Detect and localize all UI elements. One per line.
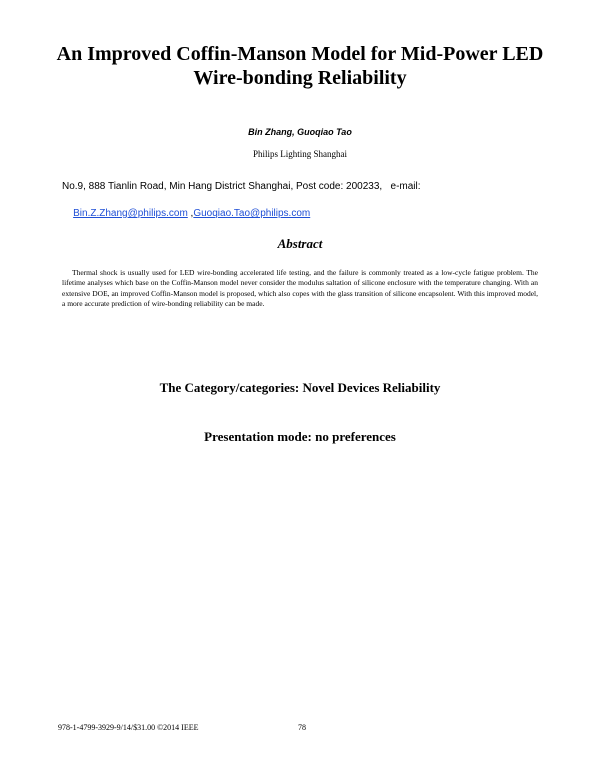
author-email-link-tao[interactable]: Guoqiao.Tao@philips.com (193, 208, 311, 219)
abstract-heading: Abstract (277, 236, 323, 251)
footer-copyright: 978-1-4799-3929-9/14/$31.00 ©2014 IEEE (58, 723, 199, 732)
author-email-link-zhang[interactable]: Bin.Z.Zhang@philips.com (73, 208, 188, 219)
presentation-mode: Presentation mode: no preferences (204, 429, 396, 444)
author-email-line (62, 194, 542, 233)
paper-category: The Category/categories: Novel Devices Reliability (159, 380, 441, 395)
paper-title: An Improved Coffin-Manson Model for Mid-Power LED Wire-bonding Reliability (56, 43, 544, 89)
author-affiliation: Philips Lighting Shanghai (252, 149, 347, 159)
author-address: No.9, 888 Tianlin Road, Min Hang District Shanghai, Post code: 200233, e-mail: (62, 181, 421, 192)
abstract-text: Thermal shock is usually used for LED wire-bonding accelerated life testing, and the failure is commonly treated as a low-cycle fatigue problem. The lifetime analyses which base on the Coffin-Manson model never consider the modulus saltation of silicone enclosure with the temperature changing. With an extensive DOE, an improved Coffin-Manson model is proposed, which also copes with the glass transition of silicone encapsolent. With this improved model, a more accurate prediction of wire-bonding reliability can be made. (62, 268, 538, 309)
page-number: 78 (298, 723, 306, 732)
paper-authors: Bin Zhang, Guoqiao Tao (248, 127, 352, 137)
email-separator: , (187, 208, 194, 219)
